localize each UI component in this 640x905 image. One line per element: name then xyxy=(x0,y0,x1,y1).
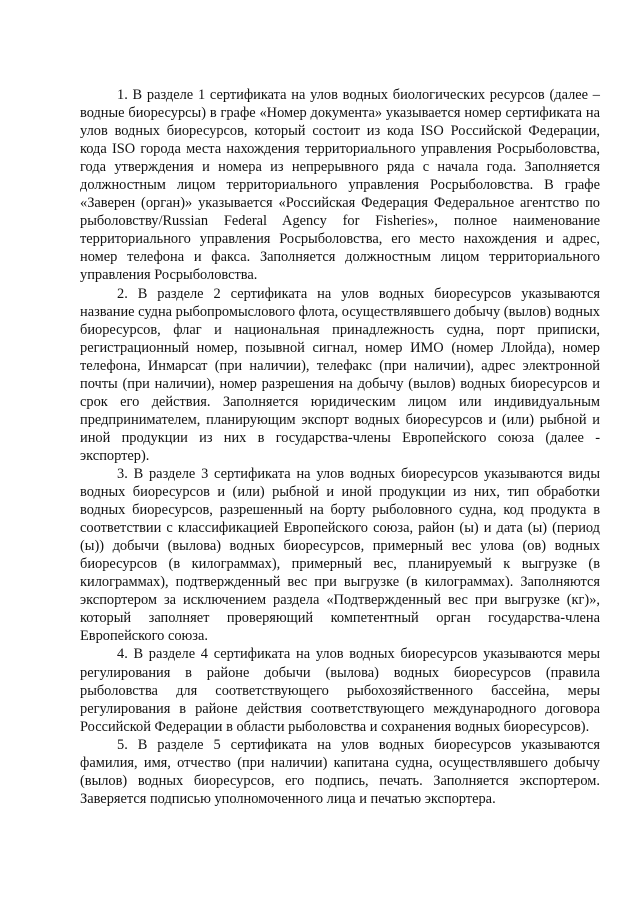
paragraph-section-2: 2. В разделе 2 сертификата на улов водных биоресурсов указываются название судна рыбопромыслового флота, осуществлявшего добычу (вылов) водных биоресурсов, флаг и национальная принадлежность судна, порт приписки, регистрационный номер, позывной сигнал, номер ИМО (номер Ллойда), номер телефона, Инмарсат (при наличии), телефакс (при наличии), адрес электронной почты (при наличии), номер разрешения на добычу (вылов) водных биоресурсов и срок его действия. Заполняется юридическим лицом или индивидуальным предпринимателем, планирующим экспорт водных биоресурсов и (или) рыбной и иной продукции из них в государства-члены Европейского союза (далее - экспортер). xyxy=(80,285,600,464)
paragraph-section-4: 4. В разделе 4 сертификата на улов водных биоресурсов указываются меры регулирования в районе добычи (вылова) водных биоресурсов (правила рыболовства для соответствующего рыбохозяйственного бассейна, меры регулирования в районе действия соответствующего международного договора Российской Федерации в области рыболовства и сохранения водных биоресурсов). xyxy=(80,646,600,735)
document-body xyxy=(80,86,600,808)
paragraph-section-3: 3. В разделе 3 сертификата на улов водных биоресурсов указываются виды водных биоресурсов и (или) рыбной и иной продукции из них, тип обработки водных биоресурсов, разрешенный на борту рыболовного судна, код продукта в соответствии с классификацией Европейского союза, район (ы) и дата (ы) (период (ы)) добычи (вылова) водных биоресурсов, примерный вес улова (ов) водных биоресурсов (в килограммах), примерный вес, планируемый к выгрузке (в килограммах), подтвержденный вес при выгрузке (в килограммах). Заполняются экспортером за исключением раздела «Подтвержденный вес при выгрузке (кг)», который заполняет проверяющий компетентный орган государства-члена Европейского союза. xyxy=(80,465,600,645)
paragraph-section-1: 1. В разделе 1 сертификата на улов водных биологических ресурсов (далее – водные биоресурсы) в графе «Номер документа» указывается номер сертификата на улов водных биоресурсов, который состоит из кода ISO Российской Федерации, кода ISO города места нахождения территориального управления Росрыболовства, года утверждения и номера из непрерывного ряда с начала года. Заполняется должностным лицом территориального управления Росрыболовства. В графе «Заверен (орган)» указывается «Российская Федерация Федеральное агентство по рыболовству/Russian Federal Agency for Fisheries», полное наименование территориального управления Росрыболовства, его место нахождения и адрес, номер телефона и факса. Заполняется должностным лицом территориального управления Росрыболовства. xyxy=(80,87,600,284)
paragraph-section-5: 5. В разделе 5 сертификата на улов водных биоресурсов указываются фамилия, имя, отчество (при наличии) капитана судна, осуществлявшего добычу (вылов) водных биоресурсов, его подпись, печать. Заполняется экспортером. Заверяется подписью уполномоченного лица и печатью экспортера. xyxy=(80,736,600,807)
